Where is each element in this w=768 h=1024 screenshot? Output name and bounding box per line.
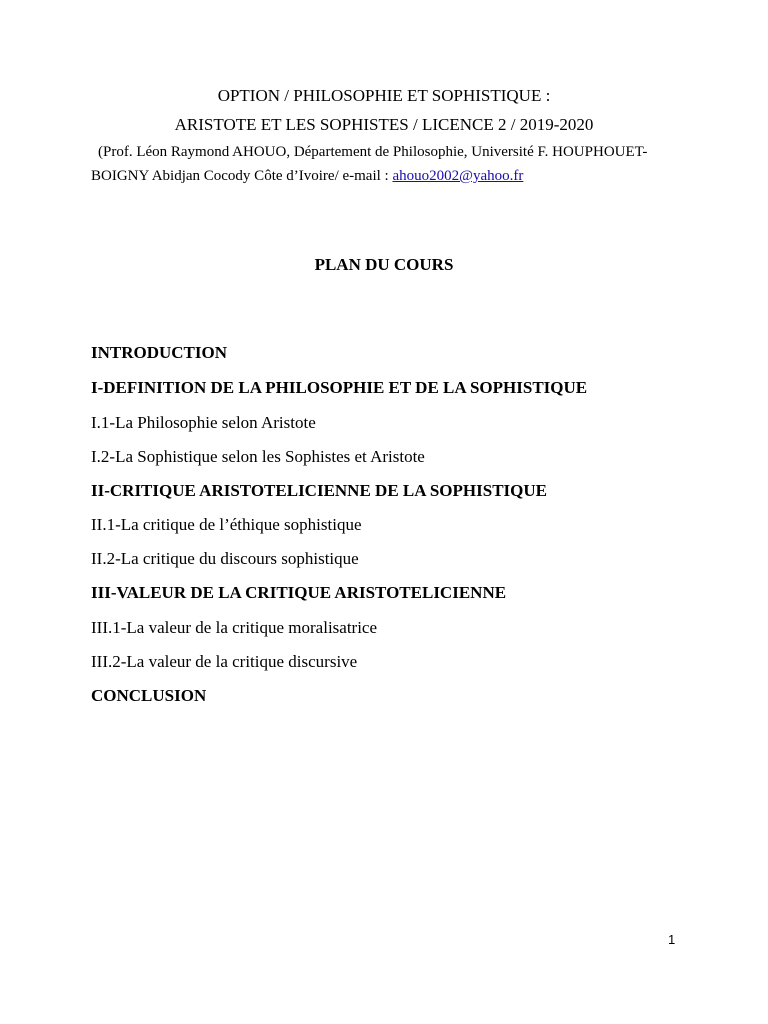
author-info-line1: (Prof. Léon Raymond AHOUO, Département de Philosophie, Université F. HOUPHOUET- — [98, 144, 648, 160]
toc-introduction: INTRODUCTION — [91, 343, 228, 362]
toc-part-3-heading: III-VALEUR DE LA CRITIQUE ARISTOTELICIENNE — [91, 583, 507, 602]
page-number: 1 — [668, 932, 676, 947]
toc-section-1-2: I.2-La Sophistique selon les Sophistes et Aristote — [91, 447, 425, 466]
course-subtitle: ARISTOTE ET LES SOPHISTES / LICENCE 2 / 2019-2020 — [174, 115, 594, 134]
toc-conclusion: CONCLUSION — [91, 686, 207, 705]
toc-section-2-2: II.2-La critique du discours sophistique — [91, 549, 359, 568]
toc-section-3-2: III.2-La valeur de la critique discursive — [91, 652, 358, 671]
email-link[interactable]: ahouo2002@yahoo.fr — [392, 168, 524, 184]
toc-section-3-1: III.1-La valeur de la critique moralisatrice — [91, 618, 378, 637]
toc-part-1-heading: I-DEFINITION DE LA PHILOSOPHIE ET DE LA SOPHISTIQUE — [91, 378, 588, 397]
plan-title: PLAN DU COURS — [314, 255, 454, 274]
author-info-line2 — [91, 168, 681, 185]
author-info-prefix: BOIGNY Abidjan Cocody Côte d’Ivoire/ e-mail : — [91, 168, 393, 184]
toc-section-2-1: II.1-La critique de l’éthique sophistique — [91, 515, 362, 534]
toc-section-1-1: I.1-La Philosophie selon Aristote — [91, 413, 316, 432]
course-option-title: OPTION / PHILOSOPHIE ET SOPHISTIQUE : — [217, 86, 551, 105]
toc-part-2-heading: II-CRITIQUE ARISTOTELICIENNE DE LA SOPHISTIQUE — [91, 481, 547, 500]
